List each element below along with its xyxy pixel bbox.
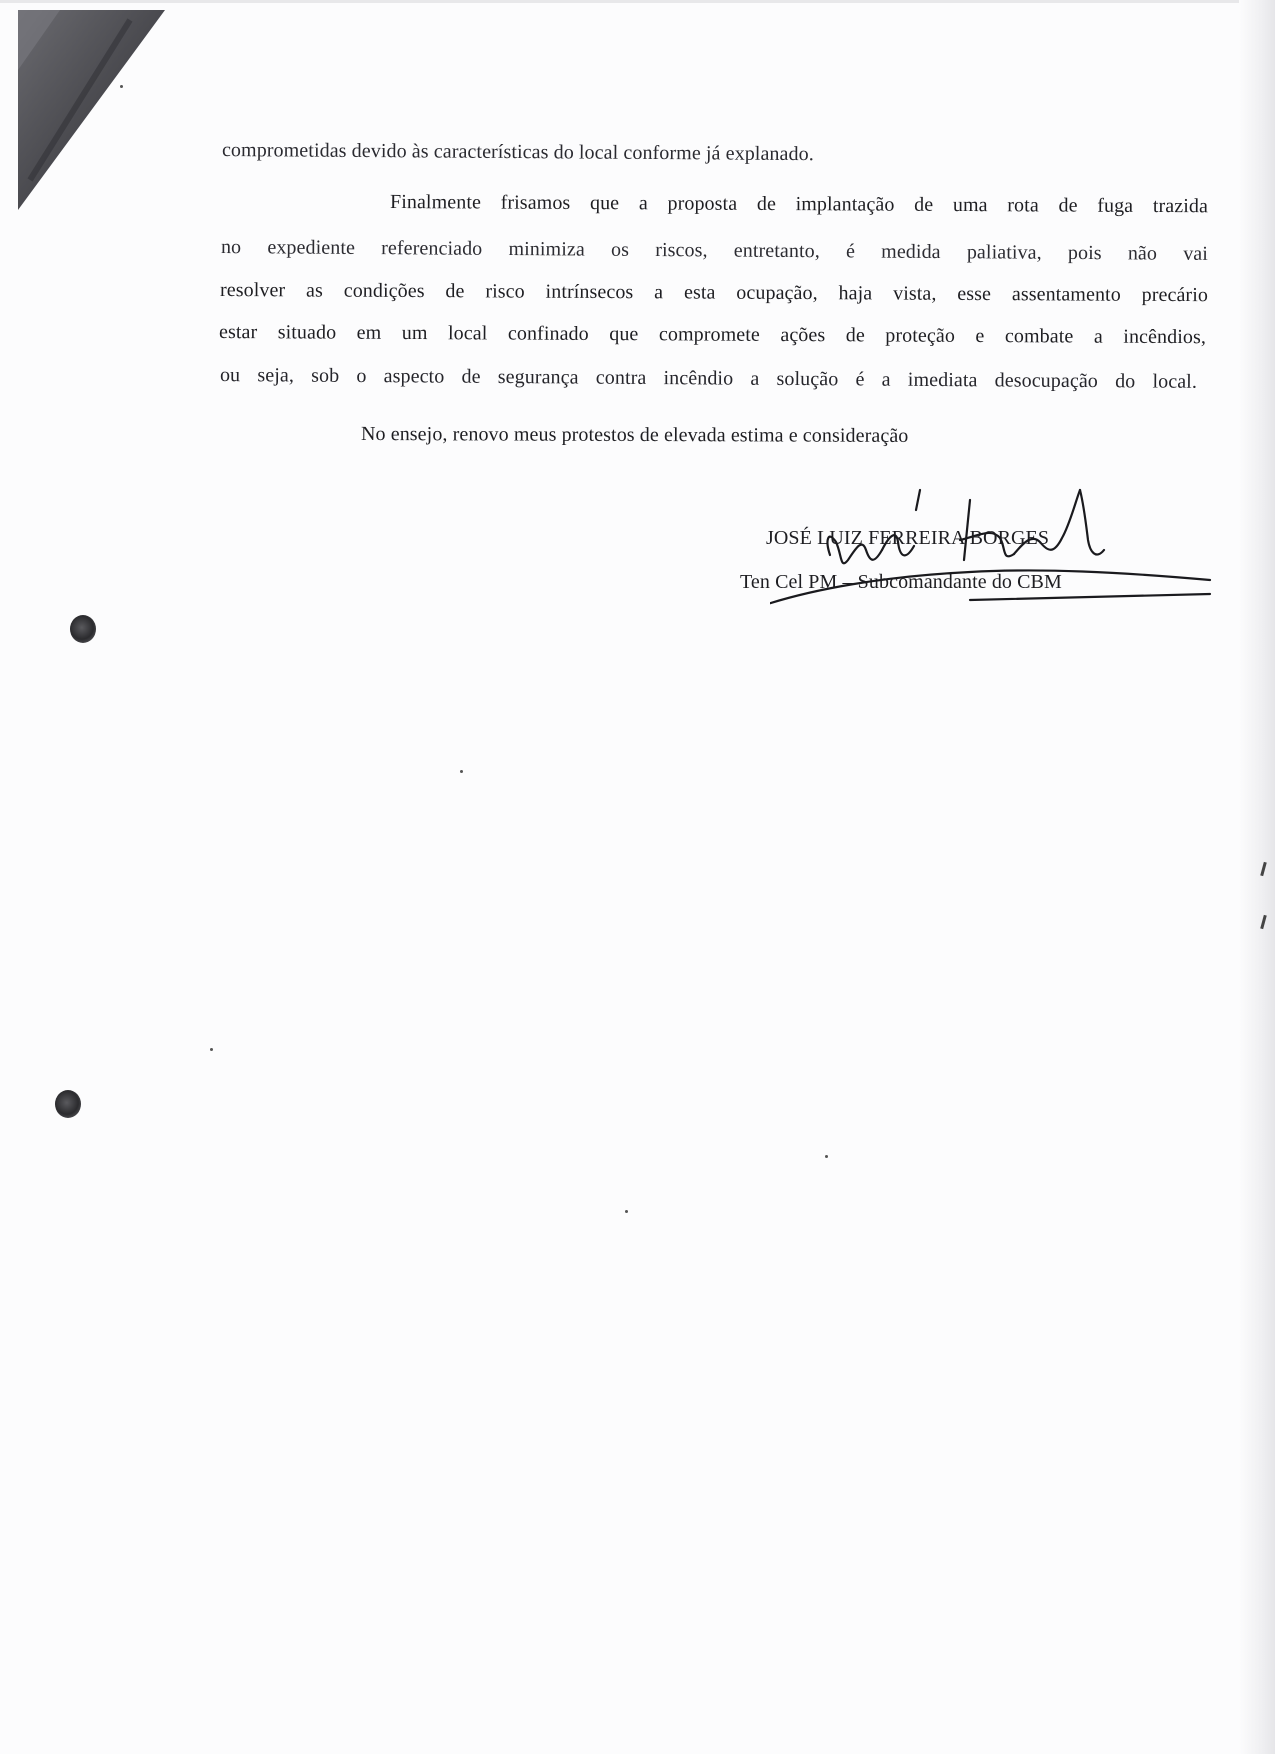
paragraph-line-1: Finalmente frisamos que a proposta de implantação de uma rota de fuga trazida — [389, 191, 1209, 218]
handwritten-signature — [770, 480, 1220, 620]
paragraph-line-2: no expediente referenciado minimiza os riscos, entretanto, é medida paliativa, pois não vai — [220, 236, 1209, 265]
closing-line: No ensejo, renovo meus protestos de elevada estima e consideração — [360, 423, 909, 447]
paragraph-line-5: ou seja, sob o aspecto de segurança contra incêndio a solução é a imediata desocupação do local. — [219, 364, 1198, 393]
signatory-title: Ten Cel PM – Subcomandante do CBM — [740, 571, 1062, 593]
signatory-name: JOSÉ LUIZ FERREIRA BORGES — [766, 527, 1050, 549]
page-top-edge — [0, 0, 1275, 3]
scan-speck — [120, 85, 123, 88]
scan-speck — [625, 1210, 628, 1213]
punch-hole-bottom — [55, 1090, 81, 1118]
paragraph-line-3: resolver as condições de risco intrínsecos a esta ocupação, haja vista, esse assentamento precário — [219, 279, 1209, 307]
scan-speck — [460, 770, 463, 773]
scan-speck — [210, 1048, 213, 1051]
paragraph-continuation: comprometidas devido às características do local conforme já explanado. — [221, 139, 814, 166]
page-right-edge — [1239, 0, 1275, 1754]
paragraph-line-4: estar situado em um local confinado que compromete ações de proteção e combate a incêndios, — [218, 321, 1207, 349]
scan-speck — [825, 1155, 828, 1158]
punch-hole-top — [70, 615, 96, 643]
scan-corner-shadow — [0, 0, 170, 215]
